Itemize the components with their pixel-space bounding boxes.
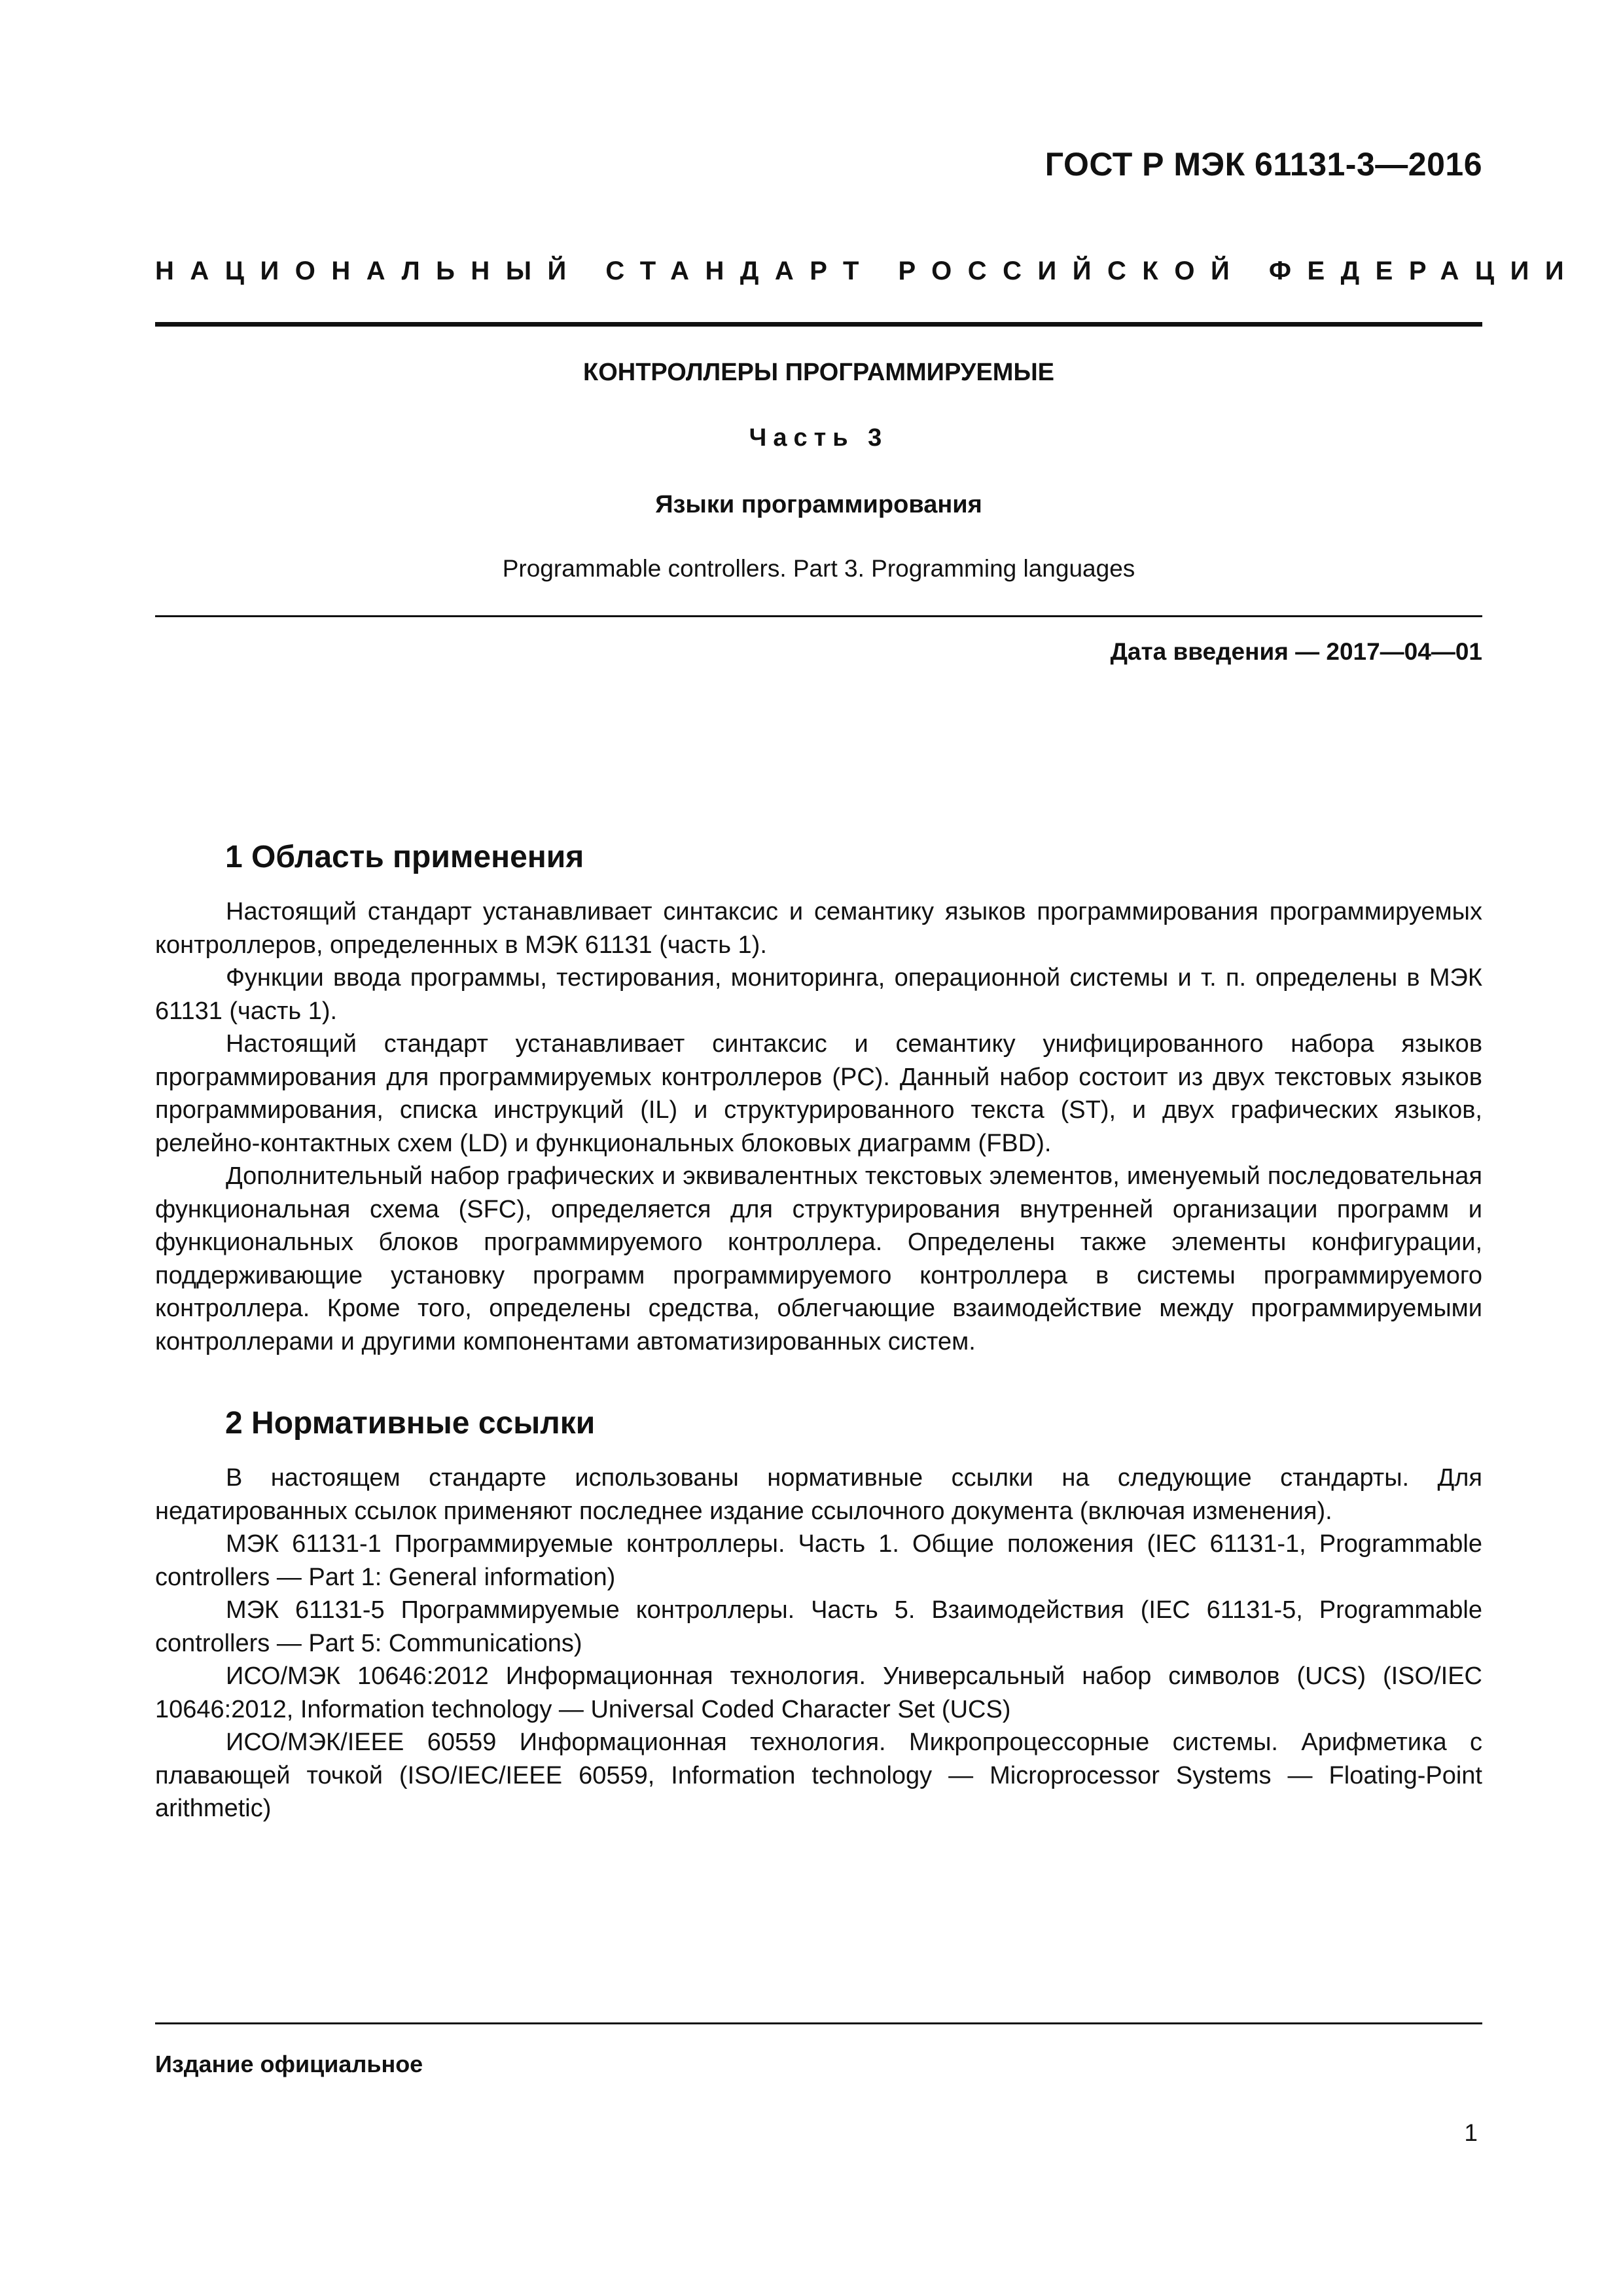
paragraph: Функции ввода программы, тестирования, мониторинга, операционной системы и т. п. определены в МЭК 61131 (часть 1). — [155, 964, 1482, 1025]
reference-item: МЭК 61131-5 Программируемые контроллеры. Часть 5. Взаимодействия (IEC 61131-5, Programmable controllers — Part 5: Communications) — [155, 1596, 1482, 1657]
paragraph: Настоящий стандарт устанавливает синтаксис и семантику унифицированного набора языков программирования для программируемых контроллеров (PC). Данный набор состоит из двух текстовых языков программирования, списка инструкций (IL) и структурированного текста (ST), и двух графических языков, релейно-контактных схем (LD) и функциональных блоковых диаграмм (FBD). — [155, 1030, 1482, 1157]
paragraph: Настоящий стандарт устанавливает синтаксис и семантику языков программирования программируемых контроллеров, определенных в МЭК 61131 (часть 1). — [155, 898, 1482, 959]
reference-item: ИСО/МЭК 10646:2012 Информационная технология. Универсальный набор символов (UCS) (ISO/IEC 10646:2012, Information technology — Universal Coded Character Set (UCS) — [155, 1662, 1482, 1723]
header-divider-thick — [155, 322, 1482, 327]
national-standard-banner: НАЦИОНАЛЬНЫЙ СТАНДАРТ РОССИЙСКОЙ ФЕДЕРАЦИИ — [155, 257, 1580, 285]
standard-subtitle: Языки программирования — [655, 491, 982, 518]
standard-title: КОНТРОЛЛЕРЫ ПРОГРАММИРУЕМЫЕ — [583, 359, 1054, 386]
page-number: 1 — [1464, 2119, 1478, 2146]
introduction-date: Дата введения — 2017—04—01 — [1110, 638, 1482, 665]
standard-english-title: Programmable controllers. Part 3. Programming languages — [502, 555, 1135, 582]
edition-label: Издание официальное — [155, 2051, 423, 2077]
footer-divider — [155, 2022, 1482, 2024]
section-normative-references — [155, 1404, 1482, 1825]
title-divider — [155, 615, 1482, 617]
standard-part: Часть 3 — [749, 424, 889, 452]
section-heading: 1 Область применения — [225, 840, 584, 874]
reference-item: МЭК 61131-1 Программируемые контроллеры. Часть 1. Общие положения (IEC 61131-1, Programmable controllers — Part 1: General information) — [155, 1530, 1482, 1591]
section-scope — [155, 838, 1482, 1358]
section-heading: 2 Нормативные ссылки — [225, 1406, 596, 1441]
paragraph: Дополнительный набор графических и эквивалентных текстовых элементов, именуемый последовательная функциональная схема (SFC), определяется для структурирования внутренней организации программ и функциональных блоков программируемого контроллера. Определены также элементы конфигурации, поддерживающие установку программ программируемого контроллера в системы программируемого контроллера. Кроме того, определены средства, облегчающие взаимодействие между программируемыми контроллерами и другими компонентами автоматизированных систем. — [155, 1162, 1482, 1355]
reference-item: ИСО/МЭК/IEEE 60559 Информационная технология. Микропроцессорные системы. Арифметика с плавающей точкой (ISO/IEC/IEEE 60559, Information technology — Microprocessor Systems — Floating-Point arithmetic) — [155, 1729, 1482, 1822]
paragraph: В настоящем стандарте использованы нормативные ссылки на следующие стандарты. Для недатированных ссылок применяют последнее издание ссылочного документа (включая изменения). — [155, 1464, 1482, 1525]
document-number: ГОСТ Р МЭК 61131-3—2016 — [1044, 146, 1482, 183]
